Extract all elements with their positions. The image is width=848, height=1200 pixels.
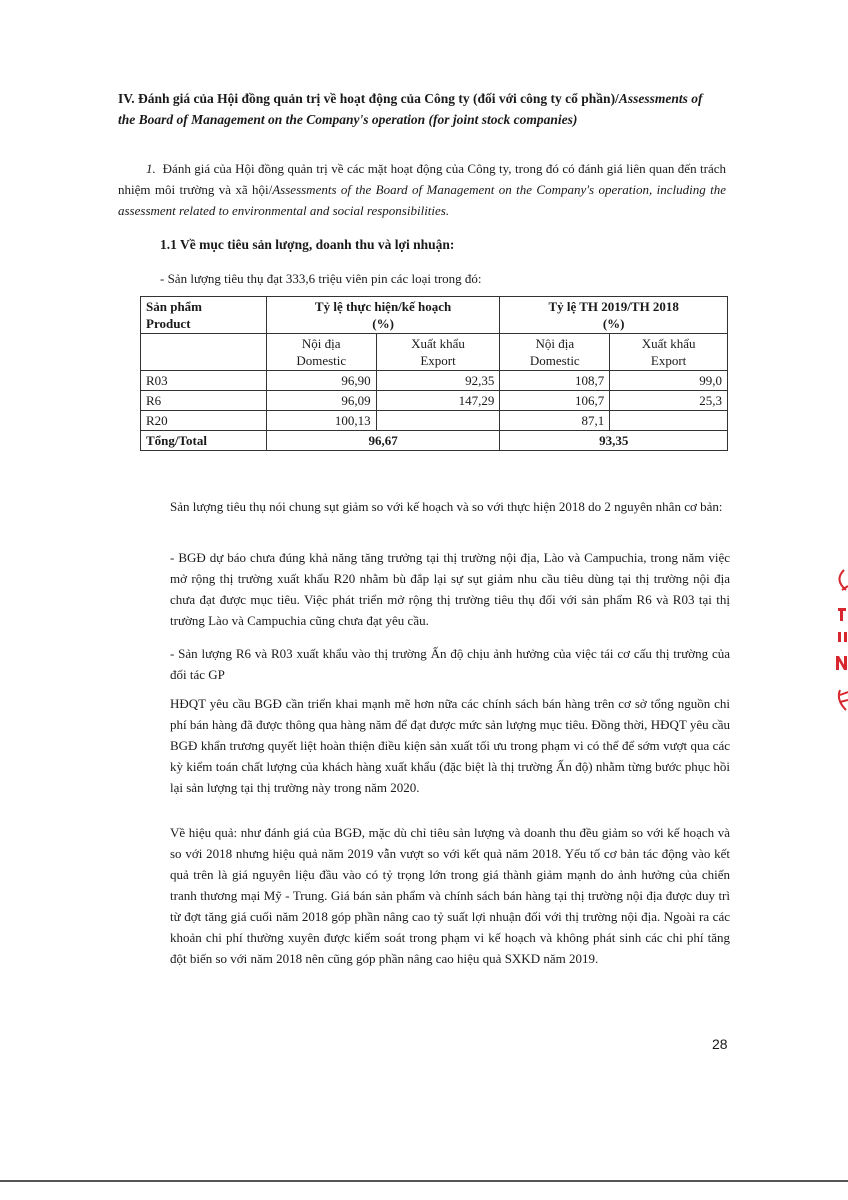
table-subheader-row [141,334,728,371]
red-stamp-fragment-icon [820,560,848,720]
row-yoy-domestic: 106,7 [500,391,610,411]
row-plan-domestic: 96,09 [266,391,376,411]
subheader-yoy-domestic [500,334,610,371]
row-plan-export: 92,35 [376,371,500,391]
table-header-row [141,297,728,334]
header-yoy-unit: (%) [602,316,625,331]
sub-export-en: Export [420,353,456,368]
paragraph-efficiency [170,822,730,969]
total-plan: 96,67 [266,431,500,451]
item-1-number: 1. [146,161,156,176]
row-yoy-export: 99,0 [610,371,728,391]
output-ratio-table [140,296,728,451]
section-title-en: Assessments of the Board of Management on the Company's operation (for joint stock companies) [118,91,703,127]
row-product: R6 [141,391,267,411]
header-product-en: Product [146,316,191,331]
header-plan-ratio [266,297,500,334]
row-yoy-domestic: 87,1 [500,411,610,431]
paragraph-text: Sản lượng tiêu thụ nói chung sụt giảm so với kế hoạch và so với thực hiện 2018 do 2 nguyên nhân cơ bản: [170,499,723,514]
header-product-vi: Sản phẩm [146,299,202,314]
subsection-title: 1.1 Về mục tiêu sản lượng, doanh thu và lợi nhuận: [160,237,455,252]
paragraph-output-decline [170,496,730,517]
paragraph-board-request [170,693,730,798]
row-plan-domestic: 96,90 [266,371,376,391]
item-1-paragraph [118,158,726,221]
subheader-empty [141,334,267,371]
header-yoy-ratio [500,297,728,334]
row-plan-export [376,411,500,431]
bottom-border-line [0,1180,848,1182]
section-title [118,88,718,130]
header-product [141,297,267,334]
table-total-row [141,431,728,451]
paragraph-text: HĐQT yêu cầu BGĐ cần triển khai mạnh mẽ hơn nữa các chính sách bán hàng trên cơ sở tổng nguồn chi phí bán hàng đã được thông qua hàng năm để đạt được mức sản lượng mục tiêu. Đồng thời, HĐQT yêu cầu BGĐ khẩn trương quyết liệt hoàn thiện điều kiện sản xuất tối ưu trong phạm vi có thể để sớm vượt qua các kỳ kiểm toán chất lượng của khách hàng xuất khẩu (đặc biệt là thị trường Ấn độ) nhằm từng bước phục hồi lại sản lượng tại thị trường này trong năm 2020. [170,696,730,795]
item-1-text-en: Assessments of the Board of Management on the Company's operation, including the assessment related to environmental and social responsibilities. [118,182,727,218]
table-row [141,371,728,391]
row-product: R20 [141,411,267,431]
row-plan-export: 147,29 [376,391,500,411]
table-row [141,391,728,411]
header-plan-unit: (%) [372,316,394,331]
sub-domestic-en: Domestic [296,353,347,368]
paragraph-text: - Sản lượng R6 và R03 xuất khẩu vào thị trường Ấn độ chịu ảnh hưởng của việc tái cơ cấu thị trường của đối tác GP [170,646,730,682]
row-yoy-domestic: 108,7 [500,371,610,391]
paragraph-text: Về hiệu quả: như đánh giá của BGĐ, mặc dù chỉ tiêu sản lượng và doanh thu đều giảm so với kế hoạch và so với 2018 nhưng hiệu quả năm 2019 vẫn vượt so với kết quả năm 2018. Yếu tố cơ bản tác động vào kết quả trên là giá nguyên liệu đầu vào có tỷ trọng lớn trong giá thành giảm mạnh do ảnh hưởng của chiến tranh thương mại Mỹ - Trung. Giá bán sản phẩm và chính sách bán hàng tại thị trường nội địa được duy trì từ đợt tăng giá cuối năm 2018 góp phần nâng cao tỷ suất lợi nhuận đối với thị trường nội địa. Ngoài ra các khoản chi phí thường xuyên được kiểm soát trong phạm vi kế hoạch và không phát sinh các chi phí tăng đột biến so với năm 2018 nên cũng góp phần nâng cao hiệu quả SXKD năm 2019. [170,825,730,966]
row-yoy-export: 25,3 [610,391,728,411]
row-yoy-export [610,411,728,431]
subsection-intro: - Sản lượng tiêu thụ đạt 333,6 triệu viên pin các loại trong đó: [160,271,482,286]
row-plan-domestic: 100,13 [266,411,376,431]
row-product: R03 [141,371,267,391]
sub-domestic-vi: Nội địa [301,336,341,351]
header-plan-label: Tỷ lệ thực hiện/kế hoạch [314,299,452,314]
table-row [141,411,728,431]
page-number: 28 [712,1036,728,1052]
total-yoy: 93,35 [500,431,728,451]
sub-export-vi: Xuất khẩu [411,336,465,351]
section-title-vi: IV. Đánh giá của Hội đồng quản trị về hoạt động của Công ty (đối với công ty cổ phần)/ [118,91,619,106]
sub-domestic-en-2: Domestic [529,353,580,368]
paragraph-reason-2 [170,643,730,685]
sub-export-en-2: Export [650,353,687,368]
header-yoy-label: Tỷ lệ TH 2019/TH 2018 [548,299,679,314]
subheader-plan-domestic [266,334,376,371]
sub-domestic-vi-2: Nội địa [535,336,575,351]
paragraph-text: - BGĐ dự báo chưa đúng khả năng tăng trưởng tại thị trường nội địa, Lào và Campuchia, trong năm việc mở rộng thị trường xuất khẩu R20 nhằm bù đắp lại sự sụt giảm nhu cầu tiêu dùng tại thị trường nội địa chưa đạt được mục tiêu. Việc phát triển mở rộng thị trường tiêu thụ đối với sản phẩm R6 và R03 tại thị trường Lào và Campuchia cũng chưa đạt yêu cầu. [170,550,730,628]
total-label: Tổng/Total [141,431,267,451]
subheader-plan-export [376,334,500,371]
item-1-text-vi: Đánh giá của Hội đồng quản trị về các mặt hoạt động của Công ty, trong đó có đánh giá liên quan đến trách nhiệm môi trường và xã hội/ [118,161,726,197]
paragraph-reason-1 [170,547,730,631]
sub-export-vi-2: Xuất khẩu [641,336,696,351]
subheader-yoy-export [610,334,728,371]
